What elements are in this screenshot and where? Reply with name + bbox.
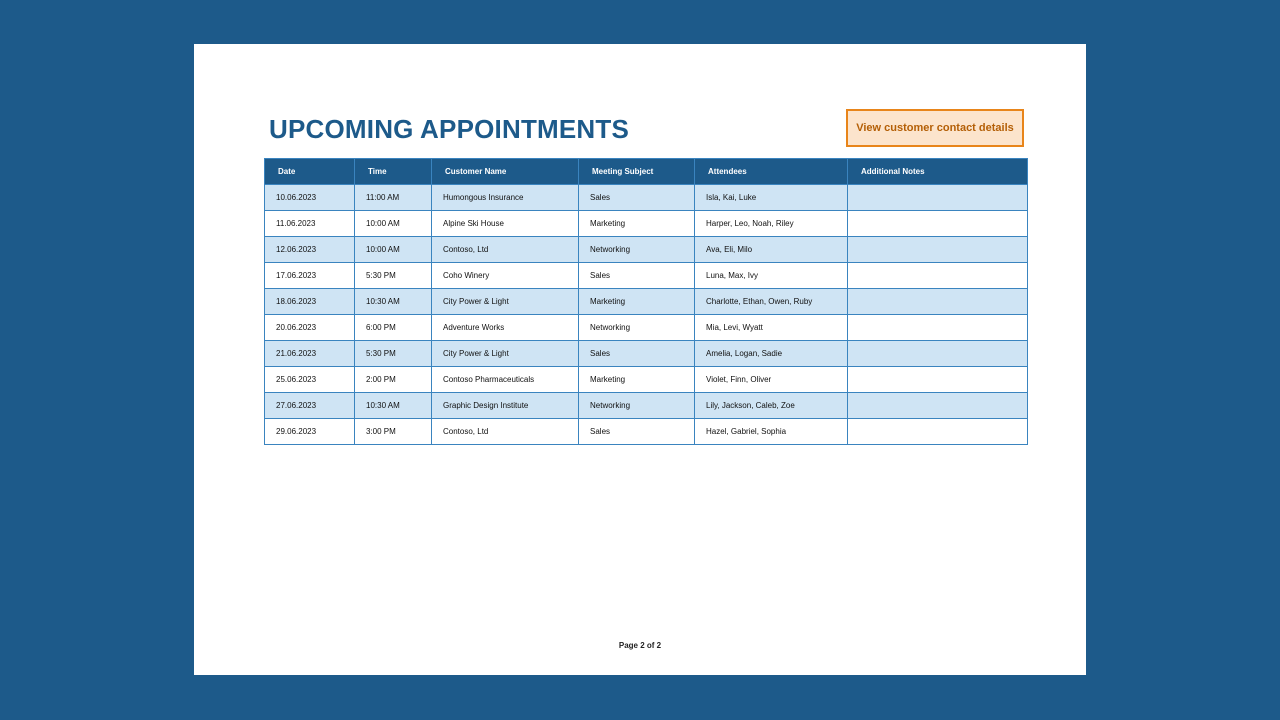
cell-customer-name: Coho Winery [432, 263, 579, 289]
cell-customer-name: Contoso, Ltd [432, 419, 579, 445]
cell-customer-name: City Power & Light [432, 289, 579, 315]
document-page [194, 44, 1086, 675]
table-row [265, 237, 1028, 263]
cell-time: 10:30 AM [355, 289, 432, 315]
cell-attendees: Harper, Leo, Noah, Riley [695, 211, 848, 237]
cell-meeting-subject: Sales [579, 185, 695, 211]
cell-time: 6:00 PM [355, 315, 432, 341]
table-row [265, 367, 1028, 393]
cell-attendees: Violet, Finn, Oliver [695, 367, 848, 393]
cell-date: 12.06.2023 [265, 237, 355, 263]
cell-meeting-subject: Marketing [579, 211, 695, 237]
cell-time: 10:30 AM [355, 393, 432, 419]
cell-customer-name: Graphic Design Institute [432, 393, 579, 419]
column-header-additional-notes: Additional Notes [848, 159, 1028, 185]
cell-attendees: Ava, Eli, Milo [695, 237, 848, 263]
cell-additional-notes[interactable] [848, 315, 1028, 341]
column-header-date: Date [265, 159, 355, 185]
cell-additional-notes[interactable] [848, 211, 1028, 237]
cell-time: 3:00 PM [355, 419, 432, 445]
cell-date: 18.06.2023 [265, 289, 355, 315]
cell-attendees: Lily, Jackson, Caleb, Zoe [695, 393, 848, 419]
column-header-meeting-subject: Meeting Subject [579, 159, 695, 185]
cell-customer-name: Adventure Works [432, 315, 579, 341]
cell-attendees: Hazel, Gabriel, Sophia [695, 419, 848, 445]
cell-attendees: Mia, Levi, Wyatt [695, 315, 848, 341]
cell-time: 10:00 AM [355, 211, 432, 237]
cell-additional-notes[interactable] [848, 289, 1028, 315]
cell-meeting-subject: Marketing [579, 289, 695, 315]
table-row [265, 185, 1028, 211]
cell-time: 11:00 AM [355, 185, 432, 211]
cell-meeting-subject: Networking [579, 237, 695, 263]
cell-meeting-subject: Marketing [579, 367, 695, 393]
table-header-row [265, 159, 1028, 185]
cell-meeting-subject: Networking [579, 393, 695, 419]
cell-customer-name: Contoso, Ltd [432, 237, 579, 263]
table-row [265, 341, 1028, 367]
cell-date: 20.06.2023 [265, 315, 355, 341]
cell-time: 2:00 PM [355, 367, 432, 393]
cell-customer-name: Alpine Ski House [432, 211, 579, 237]
cell-meeting-subject: Sales [579, 419, 695, 445]
cell-customer-name: Contoso Pharmaceuticals [432, 367, 579, 393]
cell-date: 25.06.2023 [265, 367, 355, 393]
appointments-table [264, 158, 1028, 445]
cell-meeting-subject: Networking [579, 315, 695, 341]
view-contact-details-button[interactable]: View customer contact details [846, 109, 1024, 147]
cell-date: 11.06.2023 [265, 211, 355, 237]
cell-customer-name: City Power & Light [432, 341, 579, 367]
cell-date: 10.06.2023 [265, 185, 355, 211]
cell-customer-name: Humongous Insurance [432, 185, 579, 211]
table-row [265, 211, 1028, 237]
cell-additional-notes[interactable] [848, 367, 1028, 393]
cell-additional-notes[interactable] [848, 341, 1028, 367]
column-header-time: Time [355, 159, 432, 185]
cell-attendees: Isla, Kai, Luke [695, 185, 848, 211]
cell-additional-notes[interactable] [848, 185, 1028, 211]
cell-date: 21.06.2023 [265, 341, 355, 367]
page-number: Page 2 of 2 [618, 641, 662, 650]
column-header-customer-name: Customer Name [432, 159, 579, 185]
cell-meeting-subject: Sales [579, 263, 695, 289]
table-row [265, 315, 1028, 341]
cell-time: 10:00 AM [355, 237, 432, 263]
cell-additional-notes[interactable] [848, 419, 1028, 445]
table-row [265, 393, 1028, 419]
cell-additional-notes[interactable] [848, 393, 1028, 419]
cell-attendees: Amelia, Logan, Sadie [695, 341, 848, 367]
column-header-attendees: Attendees [695, 159, 848, 185]
table-row [265, 289, 1028, 315]
page-title: UPCOMING APPOINTMENTS [269, 114, 630, 144]
cell-date: 29.06.2023 [265, 419, 355, 445]
cell-additional-notes[interactable] [848, 263, 1028, 289]
cell-meeting-subject: Sales [579, 341, 695, 367]
cell-date: 27.06.2023 [265, 393, 355, 419]
cell-attendees: Charlotte, Ethan, Owen, Ruby [695, 289, 848, 315]
table-row [265, 419, 1028, 445]
cell-time: 5:30 PM [355, 341, 432, 367]
cell-date: 17.06.2023 [265, 263, 355, 289]
table-row [265, 263, 1028, 289]
cell-attendees: Luna, Max, Ivy [695, 263, 848, 289]
cell-time: 5:30 PM [355, 263, 432, 289]
cell-additional-notes[interactable] [848, 237, 1028, 263]
